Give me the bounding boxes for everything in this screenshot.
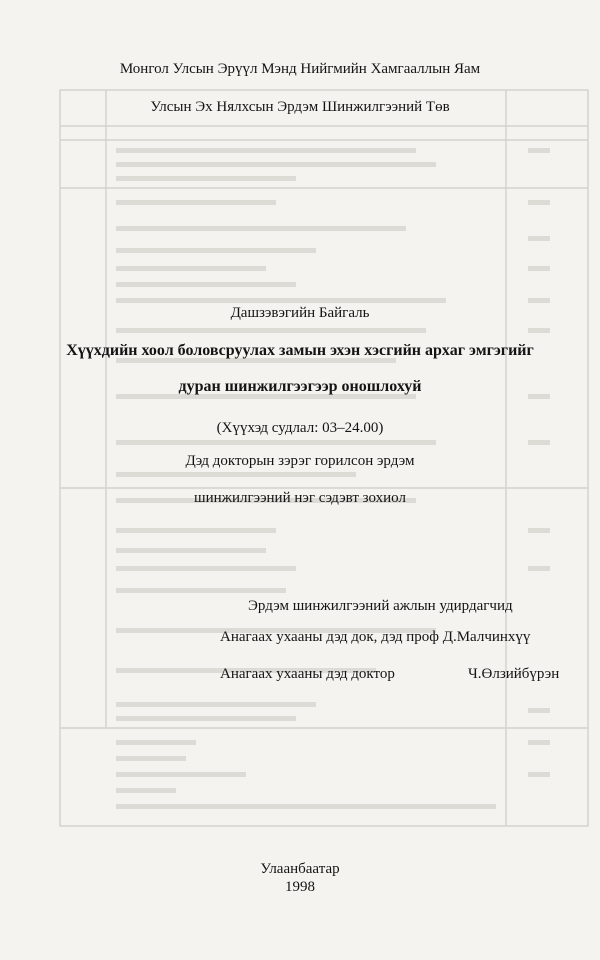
publication-year: 1998 [285, 879, 315, 895]
ministry-name: Монгол Улсын Эрүүл Мэнд Нийгмийн Хамгааллын Яам [119, 61, 481, 77]
publication-city: Улаанбаатар [260, 861, 340, 877]
degree-line-2: шинжилгээний нэг сэдэвт зохиол [194, 490, 406, 506]
thesis-title-line-1: Хүүхдийн хоол боловсруулах замын эхэн хэсгийн архаг эмгэгийг [66, 342, 534, 359]
supervisor-second-name: Ч.Өлзийбүрэн [468, 666, 560, 682]
degree-line-1: Дэд докторын зэрэг горилсон эрдэм [185, 453, 415, 469]
author-name: Дашзэвэгийн Байгаль [230, 305, 370, 321]
specialty-code: (Хүүхэд судлал: 03–24.00) [216, 420, 384, 436]
supervisor-first: Анагаах ухааны дэд док, дэд проф Д.Малчинхүү [220, 629, 531, 645]
supervisor-second-title: Анагаах ухааны дэд доктор [220, 666, 395, 682]
thesis-title-line-2: дуран шинжилгээгээр оношлохуй [178, 378, 422, 395]
supervisors-heading: Эрдэм шинжилгээний ажлын удирдагчид [248, 598, 513, 614]
research-center-name: Улсын Эх Нялхсын Эрдэм Шинжилгээний Төв [150, 99, 450, 115]
